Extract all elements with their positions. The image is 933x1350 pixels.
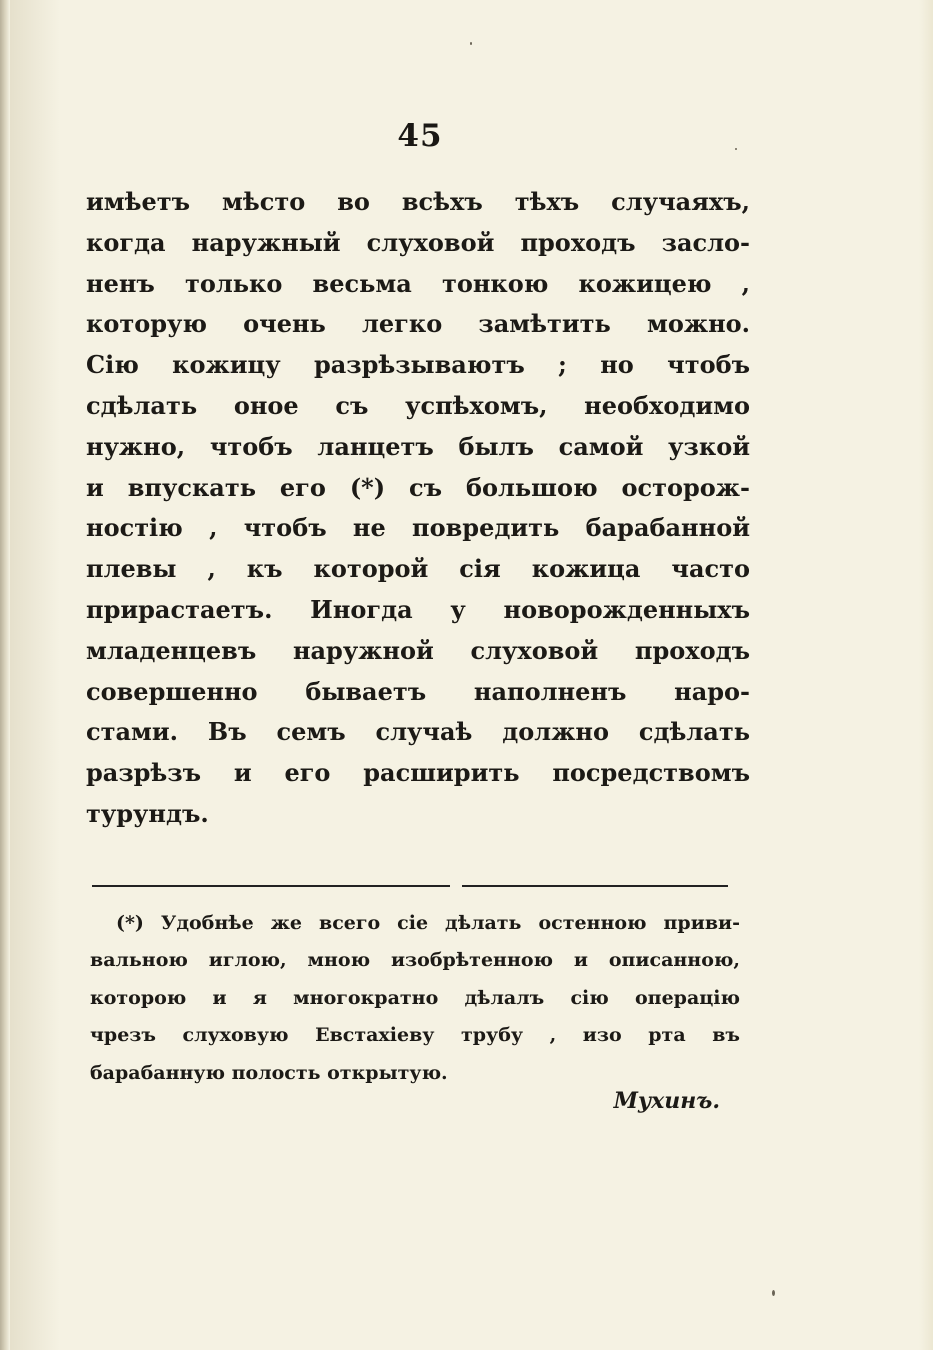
binding-edge [0, 0, 10, 1350]
body-line: когда наружный слуховой проходъ засло- [86, 227, 750, 257]
body-line: Сію кожицу разрѣзываютъ ; но чтобъ [86, 350, 750, 380]
paper-speck [772, 1290, 775, 1296]
footnote-rule [92, 885, 450, 887]
body-line: ностію , чтобъ не повредить барабанной [86, 513, 750, 543]
footnote-line: вальною иглою, мною изобрѣтенною и описанною, [90, 949, 740, 972]
body-line: нужно, чтобъ ланцетъ былъ самой узкой [86, 431, 750, 461]
body-line: младенцевъ наружной слуховой проходъ [86, 635, 750, 665]
paper-speck [735, 148, 737, 150]
body-line: которую очень легко замѣтить можно. [86, 309, 750, 339]
body-line: разрѣзъ и его расширить посредствомъ [86, 758, 750, 788]
footnote-rule [462, 885, 728, 887]
page-number: 45 [397, 118, 443, 154]
page-edge [919, 0, 933, 1350]
body-line: сдѣлать оное съ успѣхомъ, необходимо [86, 390, 750, 420]
footnote-line: чрезъ слуховую Евстахіеву трубу , изо рта въ [90, 1024, 740, 1047]
paper-speck [470, 42, 472, 45]
body-line: и впускать его (*) съ большою осторож- [86, 472, 750, 502]
body-line: турундъ. [86, 798, 209, 828]
body-line: совершенно бываетъ наполненъ наро- [86, 676, 750, 706]
footnote-line: (*) Удобнѣе же всего сіе дѣлать остенною приви- [116, 912, 740, 934]
body-line: прирастаетъ. Иногда у новорожденныхъ [86, 594, 750, 624]
body-text [86, 182, 750, 835]
binding-shadow [10, 0, 60, 1350]
body-line: ненъ только весьма тонкою кожицею , [86, 268, 750, 298]
footnote [90, 905, 740, 1092]
body-line: имѣетъ мѣсто во всѣхъ тѣхъ случаяхъ, [86, 187, 750, 216]
footnote-line: которою и я многократно дѣлалъ сію операцію [90, 986, 740, 1009]
body-line: плевы , къ которой сія кожица часто [86, 554, 750, 584]
author-signature: Мухинъ. [613, 1088, 720, 1114]
footnote-line: барабанную полость открытую. [90, 1061, 448, 1084]
body-line: стами. Въ семъ случаѣ должно сдѣлать [86, 717, 750, 747]
